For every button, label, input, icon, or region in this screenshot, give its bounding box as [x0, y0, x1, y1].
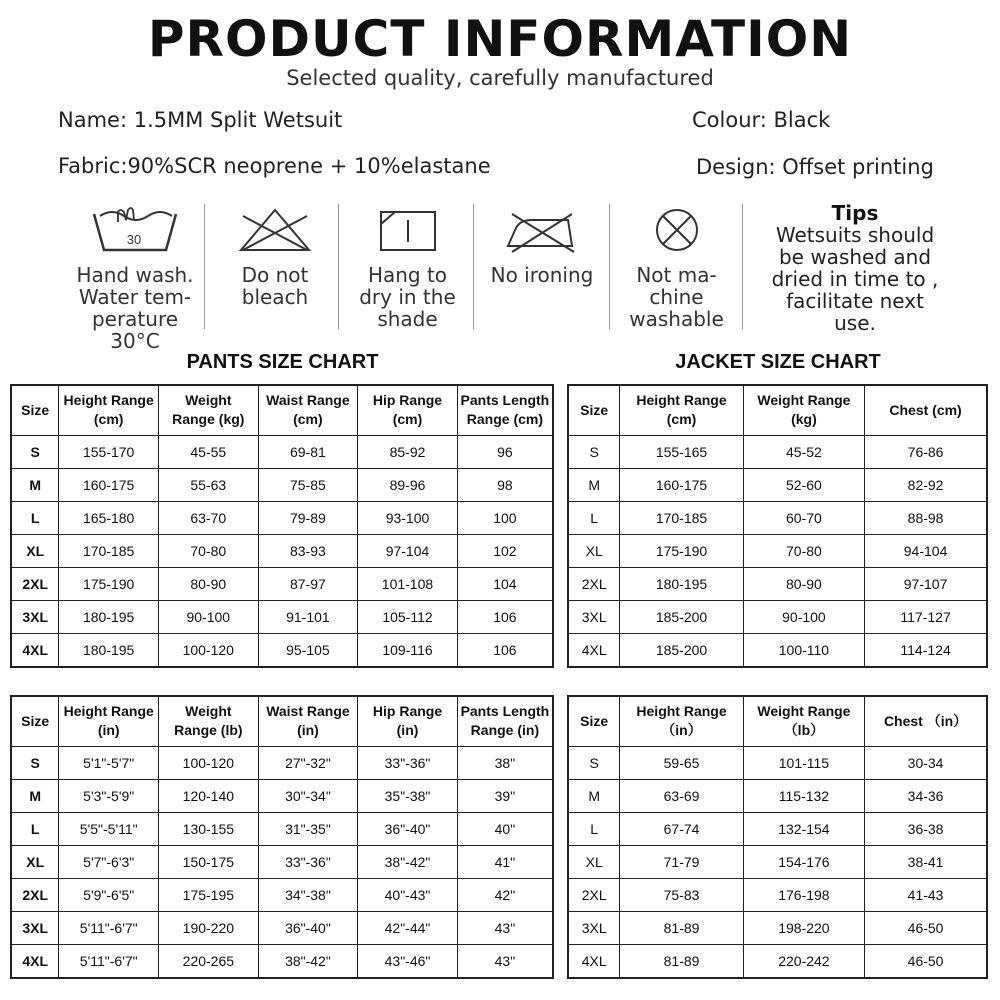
- table-cell: 96: [457, 435, 553, 468]
- table-cell: 91-101: [258, 600, 358, 633]
- table-cell: 94-104: [865, 534, 987, 567]
- table-cell: 105-112: [358, 600, 458, 633]
- table-cell: 175-190: [620, 534, 743, 567]
- column-header-line: (cm): [666, 411, 697, 428]
- size-cell: 3XL: [568, 600, 620, 633]
- size-cell: 2XL: [11, 878, 59, 911]
- table-cell: 101-115: [743, 746, 864, 779]
- table-row: [568, 468, 987, 501]
- no-bleach-icon: [235, 206, 315, 256]
- table-row: [11, 812, 553, 845]
- table-cell: 43": [457, 944, 553, 978]
- size-cell: XL: [568, 534, 620, 567]
- pants-chart-title: PANTS SIZE CHART: [186, 351, 379, 373]
- table-cell: 90-100: [158, 600, 258, 633]
- wash-temp-label: 30: [126, 232, 142, 247]
- table-cell: 55-63: [158, 468, 258, 501]
- table-cell: 5'3"-5'9": [59, 779, 159, 812]
- table-cell: 59-65: [620, 746, 743, 779]
- table-cell: 100-120: [159, 746, 259, 779]
- hang-dry-icon: [373, 206, 443, 256]
- hang-dry-line-1: Hang to: [367, 263, 448, 287]
- column-header: [159, 696, 259, 746]
- table-row: [568, 812, 987, 845]
- table-cell: 33"-36": [258, 845, 358, 878]
- table-cell: 102: [457, 534, 553, 567]
- jacket-size-table-metric: [567, 384, 988, 668]
- table-row: [568, 944, 987, 978]
- table-cell: 80-90: [743, 567, 864, 600]
- size-cell: 4XL: [568, 633, 620, 667]
- table-row: [568, 534, 987, 567]
- table-cell: 95-105: [258, 633, 358, 667]
- column-header-line: Height Range: [636, 392, 727, 409]
- size-cell: M: [568, 779, 620, 812]
- table-cell: 42"-44": [358, 911, 458, 944]
- column-header: [457, 385, 553, 435]
- table-cell: 5'5"-5'11": [59, 812, 159, 845]
- no-iron-icon: [502, 206, 582, 256]
- column-header: [158, 385, 258, 435]
- column-header-line: Hip Range: [372, 703, 443, 720]
- table-cell: 40": [457, 812, 553, 845]
- table-row: [11, 501, 553, 534]
- column-header: [11, 385, 59, 435]
- table-cell: 63-70: [158, 501, 258, 534]
- column-header: [743, 696, 864, 746]
- table-cell: 39": [457, 779, 553, 812]
- table-cell: 34"-38": [258, 878, 358, 911]
- size-cell: 4XL: [11, 633, 59, 667]
- table-cell: 79-89: [258, 501, 358, 534]
- column-header-line: (cm): [293, 411, 323, 428]
- table-cell: 88-98: [865, 501, 987, 534]
- size-cell: M: [11, 779, 59, 812]
- jacket-size-table-imperial: [567, 695, 988, 979]
- table-cell: 36"-40": [258, 911, 358, 944]
- product-name: Name: 1.5MM Split Wetsuit: [58, 108, 343, 132]
- size-cell: S: [568, 746, 620, 779]
- column-header: [59, 696, 159, 746]
- table-cell: 106: [457, 633, 553, 667]
- column-header: [258, 696, 358, 746]
- table-row: [568, 435, 987, 468]
- table-cell: 82-92: [865, 468, 987, 501]
- table-cell: 5'11"-6'7": [59, 911, 159, 944]
- column-header-line: Height Range: [63, 703, 154, 720]
- size-cell: M: [568, 468, 620, 501]
- table-cell: 41": [457, 845, 553, 878]
- product-colour: Colour: Black: [692, 108, 831, 132]
- table-cell: 41-43: [865, 878, 987, 911]
- tips-line-4: facilitate next: [786, 289, 924, 313]
- size-cell: L: [568, 812, 620, 845]
- column-header-line: (cm): [93, 411, 124, 428]
- size-cell: L: [568, 501, 620, 534]
- pants-size-table-metric: [10, 384, 554, 668]
- table-cell: 31"-35": [258, 812, 358, 845]
- column-header: [59, 385, 159, 435]
- table-cell: 160-175: [620, 468, 743, 501]
- column-header: [620, 696, 743, 746]
- hand-wash-line-2: Water tem-: [78, 285, 192, 309]
- table-cell: 35"-38": [358, 779, 458, 812]
- table-row: [11, 600, 553, 633]
- table-row: [568, 633, 987, 667]
- table-cell: 69-81: [258, 435, 358, 468]
- table-cell: 150-175: [159, 845, 259, 878]
- column-header: [620, 385, 743, 435]
- table-cell: 5'1"-5'7": [59, 746, 159, 779]
- table-cell: 75-85: [258, 468, 358, 501]
- care-hang-dry: [345, 206, 470, 330]
- table-row: [11, 845, 553, 878]
- size-cell: 3XL: [11, 911, 59, 944]
- table-row: [11, 468, 553, 501]
- table-cell: 83-93: [258, 534, 358, 567]
- table-cell: 63-69: [620, 779, 743, 812]
- table-header-row: [11, 696, 553, 746]
- column-header-line: (in): [97, 722, 120, 739]
- table-cell: 220-242: [743, 944, 864, 978]
- table-cell: 5'7"-6'3": [59, 845, 159, 878]
- table-row: [11, 746, 553, 779]
- table-cell: 185-200: [620, 633, 743, 667]
- table-cell: 90-100: [743, 600, 864, 633]
- tips-title: Tips: [831, 201, 879, 225]
- size-cell: 2XL: [568, 567, 620, 600]
- table-cell: 170-185: [59, 534, 159, 567]
- column-header-line: Weight Range: [757, 392, 851, 409]
- column-header: [258, 385, 358, 435]
- column-header-line: Chest （in）: [883, 712, 968, 729]
- column-header-line: Size: [580, 401, 609, 418]
- table-cell: 27"-32": [258, 746, 358, 779]
- size-cell: XL: [568, 845, 620, 878]
- table-cell: 87-97: [258, 567, 358, 600]
- size-cell: 2XL: [568, 878, 620, 911]
- column-header: [743, 385, 864, 435]
- page-subtitle: Selected quality, carefully manufactured: [286, 66, 714, 90]
- table-cell: 100-110: [743, 633, 864, 667]
- care-tips: [755, 202, 955, 334]
- care-divider: [742, 204, 743, 329]
- column-header-line: Hip Range: [372, 392, 443, 409]
- table-cell: 109-116: [358, 633, 458, 667]
- column-header-line: Size: [21, 712, 50, 729]
- table-cell: 220-265: [159, 944, 259, 978]
- table-row: [11, 911, 553, 944]
- column-header: [568, 696, 620, 746]
- size-cell: 3XL: [11, 600, 59, 633]
- hand-wash-line-4: 30°C: [110, 329, 160, 353]
- table-row: [11, 633, 553, 667]
- table-cell: 81-89: [620, 944, 743, 978]
- page-title: PRODUCT INFORMATION: [147, 10, 853, 68]
- care-divider: [338, 204, 339, 329]
- hand-wash-icon: [90, 206, 180, 256]
- tips-line-1: Wetsuits should: [775, 223, 935, 247]
- table-header-row: [568, 696, 987, 746]
- table-cell: 46-50: [865, 944, 987, 978]
- column-header-line: Height Range: [63, 392, 154, 409]
- table-cell: 45-52: [743, 435, 864, 468]
- table-cell: 85-92: [358, 435, 458, 468]
- table-cell: 75-83: [620, 878, 743, 911]
- table-cell: 40"-43": [358, 878, 458, 911]
- table-cell: 160-175: [59, 468, 159, 501]
- table-cell: 115-132: [743, 779, 864, 812]
- table-row: [568, 746, 987, 779]
- size-cell: 4XL: [11, 944, 59, 978]
- table-row: [11, 779, 553, 812]
- table-cell: 132-154: [743, 812, 864, 845]
- table-cell: 81-89: [620, 911, 743, 944]
- product-design: Design: Offset printing: [696, 155, 934, 179]
- not-machine-line-3: washable: [629, 307, 724, 331]
- table-cell: 190-220: [159, 911, 259, 944]
- tips-line-2: be washed and: [778, 245, 932, 269]
- table-cell: 120-140: [159, 779, 259, 812]
- column-header-line: Height Range: [636, 703, 727, 720]
- table-cell: 180-195: [59, 633, 159, 667]
- table-cell: 70-80: [743, 534, 864, 567]
- table-cell: 70-80: [158, 534, 258, 567]
- size-cell: L: [11, 812, 59, 845]
- table-cell: 45-55: [158, 435, 258, 468]
- jacket-chart-title: JACKET SIZE CHART: [675, 351, 881, 373]
- not-machine-washable-icon: [647, 206, 707, 256]
- table-cell: 185-200: [620, 600, 743, 633]
- size-cell: XL: [11, 845, 59, 878]
- column-header-line: Range (cm): [466, 411, 543, 428]
- not-machine-line-1: Not ma-: [636, 263, 717, 287]
- not-machine-line-2: chine: [649, 285, 704, 309]
- table-row: [11, 944, 553, 978]
- table-row: [568, 845, 987, 878]
- table-cell: 43"-46": [358, 944, 458, 978]
- column-header-line: Chest (cm): [889, 401, 962, 418]
- size-cell: S: [11, 435, 59, 468]
- hand-wash-line-3: perature: [91, 307, 179, 331]
- table-cell: 89-96: [358, 468, 458, 501]
- column-header: [11, 696, 59, 746]
- table-cell: 106: [457, 600, 553, 633]
- hang-dry-line-2: dry in the: [359, 285, 456, 309]
- table-row: [568, 501, 987, 534]
- size-cell: 2XL: [11, 567, 59, 600]
- table-cell: 104: [457, 567, 553, 600]
- table-cell: 30-34: [865, 746, 987, 779]
- column-header-line: Waist Range: [266, 392, 350, 409]
- tips-line-5: use.: [834, 311, 876, 335]
- size-cell: 3XL: [568, 911, 620, 944]
- table-cell: 5'9"-6'5": [59, 878, 159, 911]
- size-cell: M: [11, 468, 59, 501]
- column-header: [865, 385, 987, 435]
- table-cell: 80-90: [158, 567, 258, 600]
- table-cell: 76-86: [865, 435, 987, 468]
- table-cell: 34-36: [865, 779, 987, 812]
- table-row: [11, 878, 553, 911]
- no-bleach-line-1: Do not: [241, 263, 309, 287]
- column-header-line: Weight: [185, 392, 232, 409]
- table-cell: 176-198: [743, 878, 864, 911]
- care-not-machine: [614, 206, 739, 330]
- no-bleach-line-2: bleach: [241, 285, 309, 309]
- column-header-line: （in）: [661, 722, 702, 739]
- column-header-line: Range (in): [470, 722, 540, 739]
- table-cell: 93-100: [358, 501, 458, 534]
- table-cell: 30"-34": [258, 779, 358, 812]
- size-cell: S: [568, 435, 620, 468]
- size-cell: S: [11, 746, 59, 779]
- size-cell: L: [11, 501, 59, 534]
- table-cell: 97-107: [865, 567, 987, 600]
- table-cell: 67-74: [620, 812, 743, 845]
- care-divider: [609, 204, 610, 329]
- table-cell: 100: [457, 501, 553, 534]
- care-no-bleach: [215, 206, 335, 308]
- column-header: [568, 385, 620, 435]
- table-row: [568, 911, 987, 944]
- table-cell: 180-195: [620, 567, 743, 600]
- table-cell: 98: [457, 468, 553, 501]
- table-cell: 36-38: [865, 812, 987, 845]
- table-cell: 43": [457, 911, 553, 944]
- table-cell: 97-104: [358, 534, 458, 567]
- table-cell: 154-176: [743, 845, 864, 878]
- care-instructions: [0, 200, 1000, 353]
- column-header: [358, 696, 458, 746]
- care-divider: [204, 204, 205, 329]
- no-iron-line-1: No ironing: [490, 263, 594, 287]
- column-header: [865, 696, 987, 746]
- tips-line-3: dried in time to ,: [771, 267, 939, 291]
- column-header-line: (kg): [791, 411, 817, 428]
- pants-size-table-imperial: [10, 695, 554, 979]
- column-header-line: Weight Range: [757, 703, 851, 720]
- table-row: [568, 567, 987, 600]
- hang-dry-line-3: shade: [377, 307, 438, 331]
- table-cell: 101-108: [358, 567, 458, 600]
- table-cell: 33"-36": [358, 746, 458, 779]
- column-header-line: Weight: [185, 703, 232, 720]
- table-row: [11, 567, 553, 600]
- care-divider: [473, 204, 474, 329]
- column-header: [457, 696, 553, 746]
- table-cell: 165-180: [59, 501, 159, 534]
- table-cell: 175-195: [159, 878, 259, 911]
- table-cell: 5'11"-6'7": [59, 944, 159, 978]
- table-cell: 175-190: [59, 567, 159, 600]
- table-row: [568, 779, 987, 812]
- column-header-line: (cm): [392, 411, 423, 428]
- table-cell: 114-124: [865, 633, 987, 667]
- table-cell: 130-155: [159, 812, 259, 845]
- column-header-line: Range (lb): [174, 722, 243, 739]
- table-cell: 38"-42": [258, 944, 358, 978]
- table-row: [568, 600, 987, 633]
- table-cell: 71-79: [620, 845, 743, 878]
- column-header: [358, 385, 458, 435]
- care-no-iron: [478, 206, 606, 286]
- table-cell: 60-70: [743, 501, 864, 534]
- table-row: [11, 534, 553, 567]
- table-cell: 52-60: [743, 468, 864, 501]
- table-header-row: [11, 385, 553, 435]
- product-fabric: Fabric:90%SCR neoprene + 10%elastane: [58, 154, 491, 178]
- column-header-line: （lb）: [783, 722, 825, 739]
- table-cell: 42": [457, 878, 553, 911]
- column-header-line: Size: [21, 401, 50, 418]
- size-cell: XL: [11, 534, 59, 567]
- table-cell: 155-165: [620, 435, 743, 468]
- column-header-line: Range (kg): [172, 411, 245, 428]
- table-cell: 38-41: [865, 845, 987, 878]
- table-cell: 155-170: [59, 435, 159, 468]
- table-header-row: [568, 385, 987, 435]
- table-row: [11, 435, 553, 468]
- table-cell: 100-120: [158, 633, 258, 667]
- column-header-line: (in): [297, 722, 319, 739]
- table-cell: 180-195: [59, 600, 159, 633]
- column-header-line: Size: [580, 712, 609, 729]
- column-header-line: Waist Range: [266, 703, 350, 720]
- table-cell: 117-127: [865, 600, 987, 633]
- table-cell: 198-220: [743, 911, 864, 944]
- table-cell: 46-50: [865, 911, 987, 944]
- table-row: [568, 878, 987, 911]
- size-cell: 4XL: [568, 944, 620, 978]
- table-cell: 38"-42": [358, 845, 458, 878]
- care-hand-wash: [60, 206, 210, 352]
- table-cell: 38": [457, 746, 553, 779]
- table-cell: 170-185: [620, 501, 743, 534]
- hand-wash-line-1: Hand wash.: [76, 263, 194, 287]
- column-header-line: Pants Length: [460, 392, 550, 409]
- column-header-line: (in): [396, 722, 419, 739]
- column-header-line: Pants Length: [460, 703, 550, 720]
- table-cell: 36"-40": [358, 812, 458, 845]
